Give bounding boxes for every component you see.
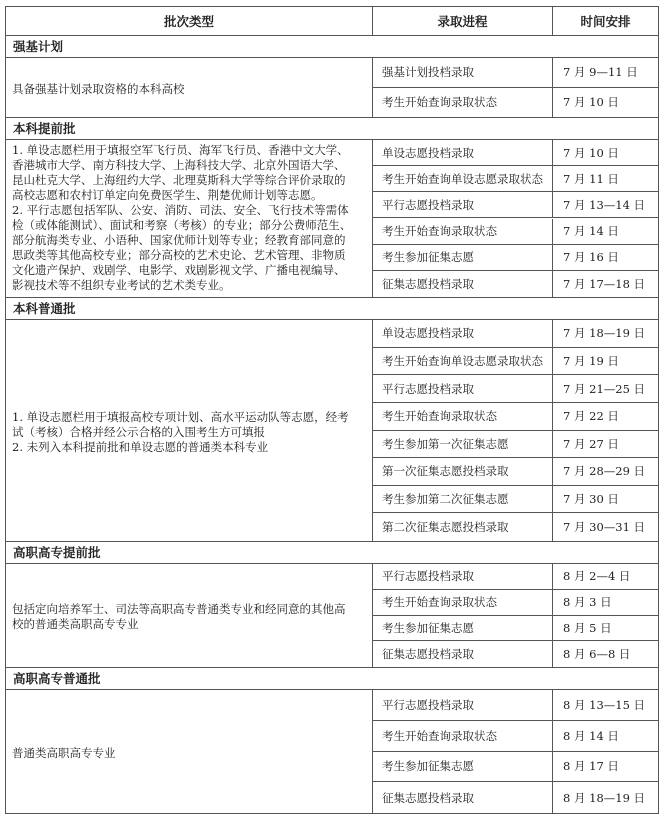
section-title: 高职高专提前批: [5, 542, 659, 564]
progress-cell: 平行志愿投档录取: [373, 564, 553, 589]
time-cell: 7 月 14 日: [563, 224, 619, 239]
progress-cell: 考生开始查询单设志愿录取状态: [373, 348, 553, 375]
time-cell: 7 月 30 日: [563, 492, 619, 507]
time-cell: 7 月 9—11 日: [563, 65, 638, 80]
time-cell: 7 月 30—31 日: [563, 520, 646, 535]
time-cell: 8 月 18—19 日: [563, 790, 646, 805]
time-cell: 7 月 19 日: [563, 353, 619, 368]
section-body: [5, 140, 659, 298]
time-cell: 8 月 6—8 日: [563, 647, 631, 662]
section-title: 本科普通批: [5, 298, 659, 320]
description-line: 包括定向培养军士、司法等高职高专普通类专业和经同意的其他高: [12, 602, 346, 616]
table-row: [373, 564, 658, 590]
batch-description: [6, 320, 373, 541]
time-cell: 8 月 13—15 日: [563, 697, 646, 712]
table-row: [373, 403, 658, 431]
description-line: 高校志愿和农村订单定向免费医学生、荆楚优师计划等志愿。: [12, 188, 323, 202]
description-text: [12, 410, 349, 455]
time-cell: 7 月 13—14 日: [563, 197, 646, 212]
description-line: 检（或体能测试）、面试和考察（考核）的专业；部分公费师范生、: [12, 218, 352, 232]
table-row: [373, 690, 658, 721]
progress-cell: 考生参加征集志愿: [373, 616, 553, 641]
progress-cell: 考生开始查询录取状态: [373, 88, 553, 118]
time-cell: 7 月 10 日: [563, 95, 619, 110]
time-cell: 7 月 11 日: [563, 171, 619, 186]
batch-description: [6, 690, 373, 813]
table-row: [373, 140, 658, 166]
table-header: [5, 6, 659, 36]
table-row: [373, 375, 658, 403]
table-row: [373, 590, 658, 616]
table-row: [373, 431, 658, 459]
section-title: 高职高专普通批: [5, 668, 659, 690]
description-line: 影视技术等不组织专业考试的艺术类专业。: [12, 278, 231, 292]
section-title: 强基计划: [5, 36, 659, 58]
table-row: [373, 166, 658, 192]
section-body: [5, 564, 659, 668]
description-text: [12, 746, 116, 761]
progress-cell: 考生参加征集志愿: [373, 245, 553, 270]
description-text: [12, 143, 351, 293]
batch-description: [6, 140, 373, 297]
description-line: 2. 平行志愿包括军队、公安、消防、司法、安全、飞行技术等需体: [12, 203, 349, 217]
progress-cell: 考生开始查询录取状态: [373, 590, 553, 615]
time-cell: 8 月 2—4 日: [563, 569, 631, 584]
description-text: [12, 82, 185, 97]
table-row: [373, 458, 658, 486]
section-body: [5, 690, 659, 814]
section-title: 本科提前批: [5, 118, 659, 140]
header-time: 时间安排: [580, 14, 631, 29]
table-row: [373, 486, 658, 514]
progress-cell: 考生参加第一次征集志愿: [373, 431, 553, 458]
time-cell: 7 月 18—19 日: [563, 326, 646, 341]
progress-cell: 考生开始查询单设志愿录取状态: [373, 166, 553, 191]
table-row: [373, 616, 658, 642]
progress-cell: 单设志愿投档录取: [373, 320, 553, 347]
table-row: [373, 58, 658, 88]
time-cell: 8 月 3 日: [563, 595, 612, 610]
table-row: [373, 192, 658, 218]
progress-cell: 平行志愿投档录取: [373, 192, 553, 217]
table-row: [373, 641, 658, 667]
progress-cell: 平行志愿投档录取: [373, 375, 553, 402]
time-cell: 7 月 22 日: [563, 409, 619, 424]
progress-cell: 考生开始查询录取状态: [373, 403, 553, 430]
header-progress: 录取进程: [373, 7, 553, 35]
description-line: 1. 单设志愿栏用于填报高校专项计划、高水平运动队等志愿，经考: [12, 409, 349, 424]
time-cell: 7 月 27 日: [563, 436, 619, 451]
progress-cell: 考生参加第二次征集志愿: [373, 486, 553, 513]
description-line: 1. 单设志愿栏用于填报空军飞行员、海军飞行员、香港中文大学、: [12, 143, 349, 157]
section-body: [5, 58, 659, 118]
progress-cell: 考生参加征集志愿: [373, 752, 553, 782]
table-row: [373, 348, 658, 376]
description-line: 文化遗产保护、戏剧学、电影学、戏剧影视文学、广播电视编导、: [12, 263, 346, 277]
description-line: 具备强基计划录取资格的本科高校: [12, 81, 185, 96]
progress-cell: 单设志愿投档录取: [373, 140, 553, 165]
description-line: 香港城市大学、南方科技大学、上海科技大学、北京外国语大学、: [12, 158, 346, 172]
table-row: [373, 271, 658, 297]
time-cell: 7 月 21—25 日: [563, 381, 646, 396]
progress-cell: 征集志愿投档录取: [373, 782, 553, 813]
table-row: [373, 245, 658, 271]
description-line: 部分航海类专业、小语种、国家优师计划等专业；经教育部同意的: [12, 233, 346, 247]
table-row: [373, 513, 658, 541]
progress-cell: 征集志愿投档录取: [373, 271, 553, 297]
table-row: [373, 88, 658, 118]
description-line: 昆山杜克大学、上海纽约大学、北理莫斯科大学等综合评价录取的: [12, 173, 346, 187]
progress-cell: 强基计划投档录取: [373, 58, 553, 87]
batch-description: [6, 58, 373, 117]
description-line: 校的普通类高职高专专业: [12, 617, 139, 631]
description-line: 2. 未列入本科提前批和单设志愿的普通类本科专业: [12, 439, 269, 454]
time-cell: 8 月 14 日: [563, 728, 619, 743]
progress-cell: 第一次征集志愿投档录取: [373, 458, 553, 485]
time-cell: 7 月 28—29 日: [563, 464, 646, 479]
time-cell: 8 月 17 日: [563, 759, 619, 774]
description-line: 试（考核）合格并经公示合格的入围考生方可填报: [12, 424, 265, 439]
progress-cell: 第二次征集志愿投档录取: [373, 513, 553, 541]
table-row: [373, 752, 658, 783]
time-cell: 7 月 16 日: [563, 250, 619, 265]
description-line: 普通类高职高专专业: [12, 745, 116, 760]
header-batch-type: 批次类型: [6, 7, 373, 35]
table-row: [373, 782, 658, 813]
time-cell: 8 月 5 日: [563, 620, 612, 635]
time-cell: 7 月 10 日: [563, 145, 619, 160]
description-text: [12, 602, 346, 632]
batch-description: [6, 564, 373, 667]
progress-cell: 考生开始查询录取状态: [373, 721, 553, 751]
description-line: 思政类等其他高校专业；部分高校的艺术史论、艺术管理、非物质: [12, 248, 346, 262]
time-cell: 7 月 17—18 日: [563, 276, 646, 291]
progress-cell: 征集志愿投档录取: [373, 641, 553, 667]
section-body: [5, 320, 659, 542]
table-row: [373, 320, 658, 348]
progress-cell: 考生开始查询录取状态: [373, 219, 553, 244]
table-row: [373, 219, 658, 245]
progress-cell: 平行志愿投档录取: [373, 690, 553, 720]
table-row: [373, 721, 658, 752]
